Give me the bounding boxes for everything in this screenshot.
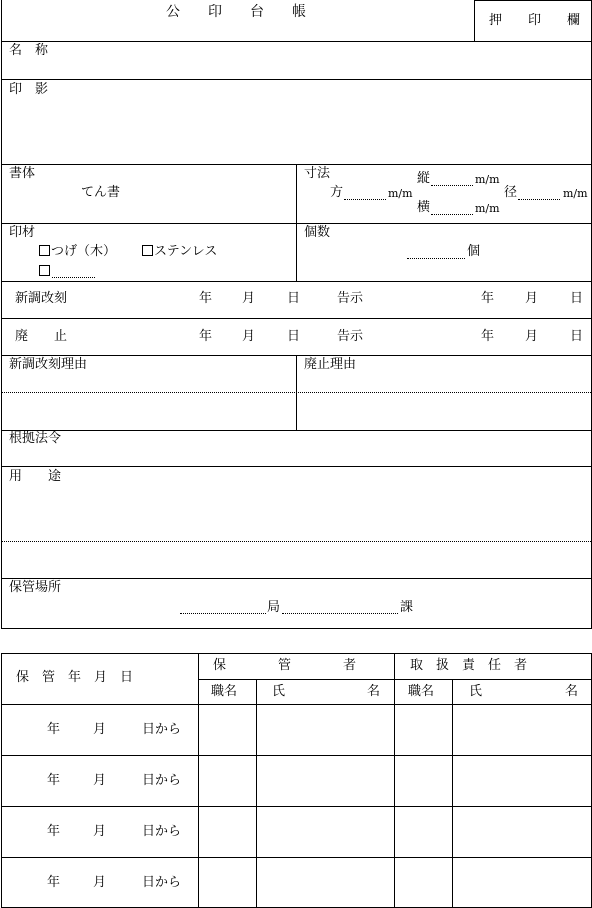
rule — [1, 857, 592, 858]
checkbox[interactable] — [142, 245, 153, 256]
handler-name-header-right: 名 — [565, 684, 579, 699]
custody-row-from: 日から — [142, 875, 182, 890]
legal-basis-label: 根拠法令 — [9, 431, 62, 446]
new-notice-month: 月 — [525, 291, 539, 306]
handler-name-header-left: 氏 — [469, 684, 483, 699]
custody-row-from: 日から — [142, 722, 182, 737]
size-vertical-field[interactable] — [431, 185, 473, 186]
custody-row-year: 年 — [47, 875, 61, 890]
page-title: 公 印 台 帳 — [166, 4, 306, 20]
registry-form — [1, 0, 592, 629]
abolish-year: 年 — [199, 329, 213, 344]
abolish-label: 廃 止 — [15, 329, 68, 344]
handler-post-header: 職名 — [408, 684, 435, 699]
purpose-label: 用 途 — [9, 469, 62, 484]
rule — [1, 281, 592, 282]
size-diameter-unit: m/m — [563, 187, 588, 200]
custody-row-month: 月 — [93, 773, 107, 788]
size-horizontal-field[interactable] — [431, 214, 473, 215]
storage-bureau-field[interactable] — [180, 613, 266, 614]
material-label: 印材 — [9, 225, 36, 240]
custody-row-year: 年 — [47, 773, 61, 788]
keeper-name-header-right: 名 — [367, 684, 381, 699]
custody-row-from: 日から — [142, 773, 182, 788]
size-square-unit: m/m — [388, 187, 413, 200]
abolish-month: 月 — [242, 329, 256, 344]
keeper-name-header-left: 氏 — [272, 684, 286, 699]
divider — [256, 679, 257, 908]
abolish-notice-month: 月 — [525, 329, 539, 344]
rule — [1, 755, 592, 756]
seal-impression-label: 印 影 — [9, 82, 49, 97]
new-notice-label: 告示 — [337, 291, 364, 306]
custody-row-month: 月 — [93, 875, 107, 890]
new-notice-day: 日 — [570, 291, 584, 306]
storage-section-label: 課 — [400, 600, 414, 615]
custody-row-year: 年 — [47, 722, 61, 737]
keeper-post-header: 職名 — [211, 684, 238, 699]
custody-row-month: 月 — [93, 722, 107, 737]
stamp-column-label: 押 印 欄 — [489, 13, 581, 28]
abolish-day: 日 — [287, 329, 301, 344]
name-label: 名 称 — [9, 43, 49, 58]
rule — [1, 223, 592, 224]
rule — [1, 806, 592, 807]
material-other-field[interactable] — [52, 277, 95, 278]
rule — [1, 704, 592, 705]
new-reason-label: 新調改刻理由 — [9, 357, 88, 372]
rule — [1, 318, 592, 319]
material-option-stainless[interactable]: ステンレス — [142, 245, 217, 258]
typeface-label: 書体 — [9, 166, 36, 181]
storage-label: 保管場所 — [9, 580, 62, 595]
count-unit: 個 — [467, 244, 481, 259]
size-diameter-field[interactable] — [518, 199, 560, 200]
purpose-dotted-rule — [2, 541, 591, 542]
storage-bureau-label: 局 — [267, 600, 281, 615]
custody-table — [1, 653, 592, 908]
abolish-reason-label: 廃止理由 — [304, 357, 357, 372]
storage-section-field[interactable] — [282, 613, 398, 614]
rule — [1, 466, 592, 467]
stamp-box-top-border — [474, 0, 592, 1]
custody-row-from: 日から — [142, 824, 182, 839]
rule — [1, 578, 592, 579]
rule — [1, 79, 592, 80]
rule — [198, 679, 592, 680]
size-vertical-label: 縦 — [417, 171, 431, 186]
new-month: 月 — [242, 291, 256, 306]
rule — [1, 41, 592, 42]
divider — [394, 653, 395, 908]
handler-header: 取 扱 責 任 者 — [410, 658, 528, 673]
divider — [452, 679, 453, 908]
reason-dotted-rule — [2, 392, 591, 393]
divider — [198, 653, 199, 908]
size-horizontal-label: 横 — [417, 200, 431, 215]
custody-date-header: 保 管 年 月 日 — [16, 670, 134, 685]
size-label: 寸法 — [304, 166, 331, 181]
abolish-notice-year: 年 — [481, 329, 495, 344]
rule — [1, 430, 592, 431]
keeper-header: 保 管 者 — [213, 658, 357, 673]
size-vertical-unit: m/m — [475, 173, 500, 186]
new-day: 日 — [287, 291, 301, 306]
abolish-notice-day: 日 — [570, 329, 584, 344]
abolish-notice-label: 告示 — [337, 329, 364, 344]
count-field[interactable] — [407, 258, 465, 259]
checkbox[interactable] — [39, 265, 50, 276]
new-notice-year: 年 — [481, 291, 495, 306]
size-square-label: 方 — [330, 185, 344, 200]
custody-row-year: 年 — [47, 824, 61, 839]
new-year: 年 — [199, 291, 213, 306]
count-label: 個数 — [304, 225, 331, 240]
material-option-other[interactable] — [39, 265, 51, 278]
stamp-box-left-border — [474, 0, 475, 41]
typeface-value: てん書 — [81, 185, 121, 200]
material-option-wood[interactable]: つげ（木） — [39, 245, 116, 258]
new-carving-label: 新調改刻 — [15, 291, 68, 306]
size-horizontal-unit: m/m — [475, 202, 500, 215]
custody-row-month: 月 — [93, 824, 107, 839]
checkbox[interactable] — [39, 245, 50, 256]
size-square-field[interactable] — [344, 199, 386, 200]
size-diameter-label: 径 — [504, 185, 518, 200]
